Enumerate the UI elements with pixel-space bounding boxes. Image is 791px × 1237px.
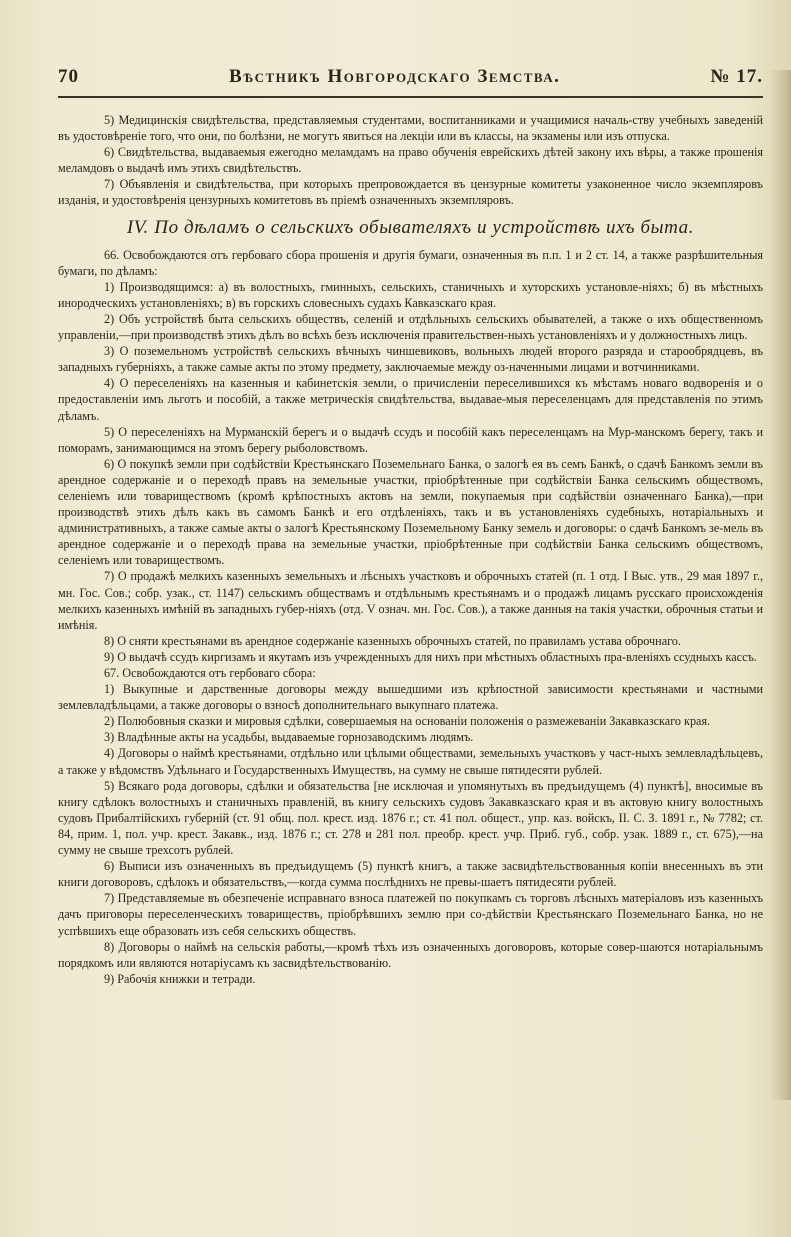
paragraph: 3) Владѣнные акты на усадьбы, выдаваемые горнозаводскимъ людямъ.	[104, 730, 474, 745]
paragraph: 6) Свидѣтельства, выдаваемыя ежегодно меламдамъ на право обученія еврейскихъ дѣтей закону ихъ вѣры, а также прошенія меламдовъ о выдачѣ имъ этихъ свидѣтельствъ.	[58, 145, 763, 176]
paragraph: 6) Выписи изъ означенныхъ въ предъидущемъ (5) пунктѣ книгъ, а также засвидѣтельствованныя копіи внесенныхъ въ эти книги договоровъ, сдѣлокъ и обязательствъ,—когда сумма послѣднихъ не превы-шаетъ пятидесяти рублей.	[58, 859, 763, 890]
paragraph: 67. Освобождаются отъ гербоваго сбора:	[104, 666, 316, 680]
paragraph: 1) Выкупные и дарственные договоры между вышедшими изъ крѣпостной зависимости крестьянами и частными землевладѣльцами, а также договоры о взносѣ дополнительнаго выкупнаго платежа.	[58, 682, 763, 713]
paragraph: 4) Договоры о наймѣ крестьянами, отдѣльно или цѣлыми обществами, земельныхъ участковъ у част-ныхъ землевладѣльцевъ, а также у вѣдомствъ Удѣльнаго и Государственныхъ Имуществъ, на сумму не свыше пятидесяти рублей.	[58, 746, 763, 777]
paragraph: 8) Договоры о наймѣ на сельскія работы,—кромѣ тѣхъ изъ означенныхъ договоровъ, которые совер-шаются нотаріальнымъ порядкомъ или являются нотаріусамъ къ засвидѣтельствованію.	[58, 939, 763, 970]
paragraph: 66. Освобождаются отъ гербоваго сбора прошенія и другія бумаги, означенныя въ п.п. 1 и 2 ст. 14, а также разрѣшительныя бумаги, по дѣламъ:	[58, 247, 763, 278]
paragraph: 1) Производящимся: а) въ волостныхъ, гминныхъ, сельскихъ, станичныхъ и хуторскихъ установле-ніяхъ; б) въ мѣстныхъ инородческихъ установленіяхъ; в) въ горскихъ словесныхъ судахъ Кавказскаго края.	[58, 279, 763, 310]
page-header	[58, 66, 763, 98]
paragraph: 5) Всякаго рода договоры, сдѣлки и обязательства [не исключая и упомянутыхъ въ предъидущемъ (4) пунктѣ], вносимые въ книгу сдѣлокъ волостныхъ и станичныхъ правленій, въ книгу сельскихъ судовъ Закавказскаго края и въ актовую книгу волостныхъ судовъ Прибалтійскихъ губерній (ст. 91 общ. пол. крест. изд. 1876 г.; ст. 41 пол. общест., упр. каз. войскъ, II. С. З. 1891 г., № 7782; ст. 84, прим. 1, пол. учр. крест. Закавк., изд. 1876 г.; ст. 278 и 281 пол. преобр. крест. учр. Приб. губ., собр. узак. 1889 г., ст. 675),—на сумму не свыше трехсотъ рублей.	[58, 778, 763, 858]
section-title: IV. По дѣламъ о сельскихъ обывателяхъ и устройствѣ ихъ быта.	[126, 216, 695, 238]
page-number: 70	[58, 66, 79, 87]
paragraph: 3) О поземельномъ устройствѣ сельскихъ вѣчныхъ чиншевиковъ, вольныхъ людей второго разряда и старообрядцевъ, въ западныхъ губерніяхъ, а также самые акты по этому предмету, заключаемые между оз-наченными лицами и вотчинниками.	[58, 344, 763, 375]
journal-title: Вѣстникъ Новгородскаго Земства.	[228, 66, 561, 87]
paragraph: 9) Рабочія книжки и тетради.	[104, 971, 256, 986]
paragraph: 5) О переселеніяхъ на Мурманскій берегъ и о выдачѣ ссудъ и пособій какъ переселенцамъ на Мур-манскомъ берегу, такъ и поморамъ, занимающимся на этомъ берегу рыболовствомъ.	[58, 424, 763, 455]
document-body	[58, 112, 763, 987]
page-spine-shadow	[769, 70, 791, 1100]
paragraph: 2) Полюбовныя сказки и мировыя сдѣлки, совершаемыя на основаніи положенія о размежеваніи Закавказскаго края.	[104, 714, 711, 729]
paragraph: 5) Медицинскія свидѣтельства, представляемыя студентами, воспитанниками и учащимися началь-ству учебныхъ заведеній въ удостовѣреніе того, что они, по болѣзни, не могутъ явиться на лекціи или въ классы, на экзамены или изъ отпуска.	[58, 113, 763, 144]
paragraph: 8) О сняти крестьянами въ арендное содержаніе казенныхъ оброчныхъ статей, по правиламъ устава оброчнаго.	[104, 633, 681, 648]
paragraph: 2) Объ устройствѣ быта сельскихъ обществъ, селеній и отдѣльныхъ сельскихъ обывателей, а также о ихъ общественномъ управленіи,—при производствѣ этихъ дѣлъ во всѣхъ безъ исключенія правительствен-ныхъ установленіяхъ и у должностныхъ лицъ.	[58, 311, 763, 343]
paragraph: 7) Объявленія и свидѣтельства, при которыхъ препровождается въ цензурные комитеты узаконенное число экземпляровъ изданія, и удостовѣренія цензурныхъ комитетовъ въ пріемѣ означенныхъ экземпляровъ.	[58, 177, 763, 208]
paragraph: 7) Представляемые въ обезпеченіе исправнаго взноса платежей по покупкамъ съ торговъ лѣсныхъ матеріаловъ изъ казенныхъ дачъ приговоры переселенческихъ товариществъ, пріобрѣвшихъ землю при со-дѣйствіи Крестьянскаго Поземельнаго Банка, но не успѣвшихъ еще образовать изъ себя сельскихъ обществъ.	[58, 891, 763, 938]
issue-number: № 17.	[710, 66, 763, 87]
paragraph: 4) О переселеніяхъ на казенныя и кабинетскія земли, о причисленіи переселившихся къ мѣстамъ новаго водворенія и о предоставленіи имъ льготъ и пособій, а также метрическія свидѣтельства, выдавае-мыя переселенцамъ для представленія по этимъ дѣламъ.	[58, 376, 763, 423]
paragraph: 7) О продажѣ мелкихъ казенныхъ земельныхъ и лѣсныхъ участковъ и оброчныхъ статей (п. 1 отд. I Выс. утв., 29 мая 1897 г., мн. Гос. Сов.; собр. узак., ст. 1147) сельскимъ обществамъ и отдѣльнымъ крестьянамъ и о продажѣ лицамъ русскаго происхожденія мелкихъ казенныхъ имѣній въ западныхъ губер-ніяхъ (отд. V означ. мн. Гос. Сов.), а также данныя на такія участки, оброчныя статьи и имѣнія.	[58, 569, 763, 632]
paragraph: 9) О выдачѣ ссудъ киргизамъ и якутамъ изъ учрежденныхъ для нихъ при мѣстныхъ областныхъ пра-вленіяхъ ссудныхъ кассъ.	[104, 649, 757, 664]
paragraph: 6) О покупкѣ земли при содѣйствіи Крестьянскаго Поземельнаго Банка, о залогѣ ея въ семъ Банкѣ, о сдачѣ Банкомъ земли въ арендное содержаніе и о переходѣ правъ на земельные участки, пріобрѣтенные при содѣйствіи Банка сельскимъ обществомъ, селеніемъ или товариществомъ (кромѣ крѣпостныхъ актовъ на земли, покупаемыя при содѣйствіи означеннаго Банка),—при производствѣ этихъ дѣлъ какъ въ самомъ Банкѣ и его отдѣленіяхъ, такъ и въ установленіяхъ судебныхъ, нотаріальныхъ и административныхъ, а также самые акты о залогѣ Крестьянскому Поземельному Банку земель и договоры: о сдачѣ Банкомъ зе-мель въ арендное содержаніе и о переходѣ права на земельные участки, пріобрѣтенные при содѣйствіи Банка сельскимъ обществомъ, селеніемъ или товариществомъ.	[58, 456, 763, 568]
